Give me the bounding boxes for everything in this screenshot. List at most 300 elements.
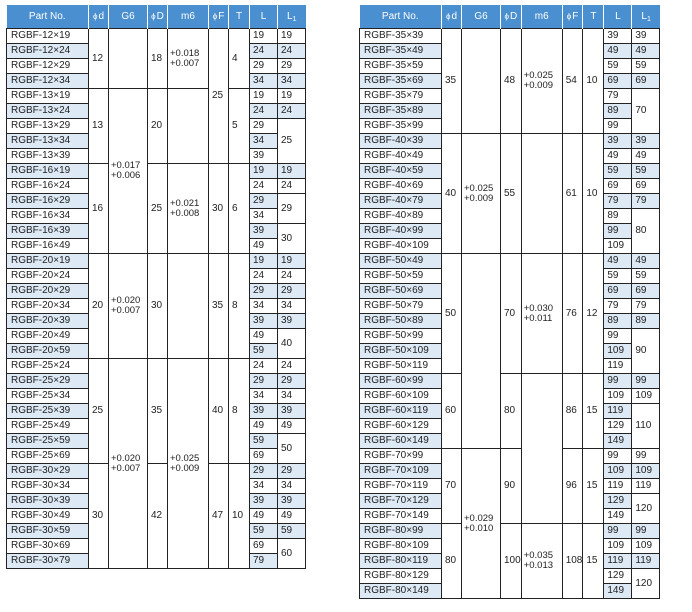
L-cell: 89 <box>604 314 632 329</box>
part-no-cell: RGBF-50×99 <box>360 329 442 344</box>
D-cell: 48 <box>501 29 522 134</box>
L1-cell: 49 <box>278 509 306 524</box>
table-row <box>360 29 660 44</box>
L1-cell: 59 <box>632 59 660 74</box>
L-cell: 29 <box>250 119 278 134</box>
table-row <box>360 374 660 389</box>
part-no-cell: RGBF-40×69 <box>360 179 442 194</box>
L-cell: 89 <box>604 209 632 224</box>
L-cell: 59 <box>250 434 278 449</box>
L-cell: 79 <box>604 194 632 209</box>
L-cell: 69 <box>604 74 632 89</box>
part-no-cell: RGBF-20×24 <box>7 269 89 284</box>
L-cell: 109 <box>604 344 632 359</box>
header-L1-subscript: 1 <box>292 15 297 23</box>
L-cell: 129 <box>604 569 632 584</box>
L1-cell: 30 <box>278 224 306 254</box>
header-D-label: D <box>156 11 164 22</box>
d-cell: 60 <box>442 374 462 449</box>
m6-tolerance-cell: +0.018 +0.007 <box>168 29 209 89</box>
table-row <box>360 449 660 464</box>
L-cell: 29 <box>250 194 278 209</box>
part-no-cell: RGBF-16×39 <box>7 224 89 239</box>
diameter-symbol: ϕ <box>212 12 218 21</box>
L-cell: 149 <box>604 509 632 524</box>
L-cell: 119 <box>604 554 632 569</box>
L-cell: 99 <box>604 329 632 344</box>
d-cell: 20 <box>89 254 109 359</box>
part-no-cell: RGBF-60×149 <box>360 434 442 449</box>
L1-cell: 34 <box>278 479 306 494</box>
part-no-cell: RGBF-16×19 <box>7 164 89 179</box>
d-cell: 25 <box>89 359 109 464</box>
L-cell: 129 <box>604 419 632 434</box>
part-no-cell: RGBF-25×29 <box>7 374 89 389</box>
part-no-cell: RGBF-30×39 <box>7 494 89 509</box>
part-no-cell: RGBF-70×109 <box>360 464 442 479</box>
m6-tolerance-cell: +0.025 +0.009 <box>168 359 209 569</box>
diameter-symbol: ϕ <box>566 12 572 21</box>
part-no-cell: RGBF-16×24 <box>7 179 89 194</box>
L-cell: 24 <box>250 359 278 374</box>
d-cell: 30 <box>89 464 109 569</box>
L-cell: 59 <box>604 164 632 179</box>
L-cell: 69 <box>604 284 632 299</box>
header-L: L <box>250 5 278 29</box>
part-no-cell: RGBF-40×99 <box>360 224 442 239</box>
L-cell: 79 <box>604 299 632 314</box>
L1-cell: 50 <box>278 434 306 464</box>
L1-cell: 34 <box>278 74 306 89</box>
T-cell: 10 <box>583 134 604 254</box>
L1-cell: 59 <box>278 524 306 539</box>
L1-cell: 69 <box>632 179 660 194</box>
part-no-cell: RGBF-16×29 <box>7 194 89 209</box>
table-row <box>7 359 306 374</box>
L1-cell: 69 <box>632 74 660 89</box>
T-cell: 8 <box>229 359 250 464</box>
part-no-cell: RGBF-60×129 <box>360 419 442 434</box>
part-no-cell: RGBF-12×34 <box>7 74 89 89</box>
L1-cell: 24 <box>278 269 306 284</box>
L1-cell: 120 <box>632 569 660 599</box>
part-no-cell: RGBF-12×24 <box>7 44 89 59</box>
L1-cell: 24 <box>278 179 306 194</box>
L1-cell: 119 <box>632 479 660 494</box>
header-d <box>442 5 462 29</box>
D-cell: 42 <box>148 464 168 569</box>
T-cell: 5 <box>229 89 250 164</box>
L-cell: 39 <box>250 494 278 509</box>
L-cell: 59 <box>604 59 632 74</box>
L-cell: 109 <box>604 389 632 404</box>
L1-cell: 90 <box>632 329 660 374</box>
header-part-no: Part No. <box>360 5 442 29</box>
D-cell: 25 <box>148 164 168 254</box>
table-row <box>7 164 306 179</box>
part-no-cell: RGBF-20×19 <box>7 254 89 269</box>
header-T: T <box>583 5 604 29</box>
part-no-cell: RGBF-12×29 <box>7 59 89 74</box>
L-cell: 99 <box>604 524 632 539</box>
header-T: T <box>229 5 250 29</box>
part-no-cell: RGBF-80×149 <box>360 584 442 599</box>
L1-cell: 19 <box>278 254 306 269</box>
d-cell: 13 <box>89 89 109 164</box>
L-cell: 39 <box>250 224 278 239</box>
L1-cell: 119 <box>632 554 660 569</box>
L1-cell: 109 <box>632 389 660 404</box>
part-no-cell: RGBF-70×129 <box>360 494 442 509</box>
g6-tolerance-cell: +0.020 +0.007 <box>109 359 148 569</box>
T-cell: 8 <box>229 254 250 359</box>
D-cell: 80 <box>501 374 522 449</box>
L-cell: 149 <box>604 584 632 599</box>
part-no-cell: RGBF-30×69 <box>7 539 89 554</box>
L1-cell: 99 <box>632 524 660 539</box>
L-cell: 24 <box>250 104 278 119</box>
part-no-cell: RGBF-70×119 <box>360 479 442 494</box>
header-L: L <box>604 5 632 29</box>
F-cell: 40 <box>209 359 229 464</box>
d-cell: 12 <box>89 29 109 89</box>
L1-cell: 99 <box>632 449 660 464</box>
part-no-cell: RGBF-40×59 <box>360 164 442 179</box>
L-cell: 34 <box>250 134 278 149</box>
L1-cell: 79 <box>632 299 660 314</box>
L-cell: 89 <box>604 104 632 119</box>
part-no-cell: RGBF-50×59 <box>360 269 442 284</box>
L1-cell: 34 <box>278 299 306 314</box>
part-no-cell: RGBF-13×19 <box>7 89 89 104</box>
T-cell: 15 <box>583 374 604 449</box>
part-no-cell: RGBF-40×89 <box>360 209 442 224</box>
part-no-cell: RGBF-13×39 <box>7 149 89 164</box>
m6-tolerance-cell: +0.021 +0.008 <box>168 164 209 254</box>
L-cell: 39 <box>250 404 278 419</box>
F-cell: 86 <box>562 374 583 449</box>
L1-cell: 49 <box>632 254 660 269</box>
L1-cell: 39 <box>278 404 306 419</box>
L-cell: 49 <box>604 254 632 269</box>
L1-cell: 29 <box>278 464 306 479</box>
g6-tolerance-cell: +0.017 +0.006 <box>109 89 148 254</box>
F-cell: 47 <box>209 464 229 569</box>
m6-tolerance-cell <box>168 89 209 164</box>
L-cell: 34 <box>250 479 278 494</box>
table-header-row <box>360 5 660 29</box>
m6-tolerance-cell <box>168 254 209 359</box>
T-cell: 6 <box>229 164 250 254</box>
d-cell: 16 <box>89 164 109 254</box>
header-part-no: Part No. <box>7 5 89 29</box>
L-cell: 119 <box>604 359 632 374</box>
L1-cell: 19 <box>278 89 306 104</box>
table-body <box>7 29 306 569</box>
part-no-cell: RGBF-25×59 <box>7 434 89 449</box>
diameter-symbol: ϕ <box>92 12 98 21</box>
L1-cell: 89 <box>632 314 660 329</box>
part-no-cell: RGBF-30×79 <box>7 554 89 569</box>
g6-tolerance-cell <box>462 254 501 449</box>
part-no-cell: RGBF-35×89 <box>360 104 442 119</box>
part-no-cell: RGBF-80×119 <box>360 554 442 569</box>
header-F-label: F <box>218 11 225 22</box>
D-cell: 18 <box>148 29 168 89</box>
header-F-label: F <box>572 11 579 22</box>
part-no-cell: RGBF-40×39 <box>360 134 442 149</box>
L1-cell: 25 <box>278 119 306 164</box>
part-no-cell: RGBF-16×49 <box>7 239 89 254</box>
header-d-label: d <box>451 11 458 22</box>
L1-cell: 40 <box>278 329 306 359</box>
L-cell: 34 <box>250 209 278 224</box>
L1-cell: 59 <box>632 164 660 179</box>
part-no-cell: RGBF-20×39 <box>7 314 89 329</box>
L-cell: 29 <box>250 464 278 479</box>
T-cell: 10 <box>583 29 604 134</box>
part-no-cell: RGBF-50×49 <box>360 254 442 269</box>
part-no-cell: RGBF-80×109 <box>360 539 442 554</box>
part-no-cell: RGBF-13×24 <box>7 104 89 119</box>
L-cell: 99 <box>604 119 632 134</box>
L-cell: 109 <box>604 539 632 554</box>
part-no-cell: RGBF-40×109 <box>360 239 442 254</box>
L1-cell: 120 <box>632 494 660 524</box>
header-L1-subscript: 1 <box>646 15 651 23</box>
F-cell: 30 <box>209 164 229 254</box>
L1-cell: 70 <box>632 89 660 134</box>
L-cell: 39 <box>604 29 632 44</box>
table-row <box>360 524 660 539</box>
part-no-cell: RGBF-35×39 <box>360 29 442 44</box>
part-no-cell: RGBF-35×59 <box>360 59 442 74</box>
header-d <box>89 5 109 29</box>
L-cell: 99 <box>604 449 632 464</box>
m6-tolerance-cell: +0.035 +0.013 <box>521 524 562 599</box>
L-cell: 109 <box>604 239 632 254</box>
header-D <box>501 5 522 29</box>
diameter-symbol: ϕ <box>504 12 509 21</box>
header-D <box>148 5 168 29</box>
L-cell: 29 <box>250 59 278 74</box>
L-cell: 24 <box>250 44 278 59</box>
L1-cell: 49 <box>278 419 306 434</box>
part-no-cell: RGBF-70×149 <box>360 509 442 524</box>
L1-cell: 29 <box>278 284 306 299</box>
part-no-cell: RGBF-50×69 <box>360 284 442 299</box>
header-m6: m6 <box>168 5 209 29</box>
F-cell: 35 <box>209 254 229 359</box>
d-cell: 70 <box>442 449 462 524</box>
header-L1-label: L <box>287 10 293 22</box>
L1-cell: 29 <box>278 194 306 224</box>
part-no-cell: RGBF-80×129 <box>360 569 442 584</box>
part-no-cell: RGBF-35×69 <box>360 74 442 89</box>
L1-cell: 109 <box>632 539 660 554</box>
dimension-table-left <box>6 5 306 569</box>
table-body <box>360 29 660 599</box>
d-cell: 80 <box>442 524 462 599</box>
L-cell: 49 <box>604 149 632 164</box>
L-cell: 29 <box>250 374 278 389</box>
L-cell: 19 <box>250 254 278 269</box>
part-no-cell: RGBF-60×119 <box>360 404 442 419</box>
L-cell: 34 <box>250 389 278 404</box>
L1-cell: 109 <box>632 464 660 479</box>
L1-cell: 69 <box>632 284 660 299</box>
part-no-cell: RGBF-25×69 <box>7 449 89 464</box>
diameter-symbol: ϕ <box>151 12 156 21</box>
part-no-cell: RGBF-12×19 <box>7 29 89 44</box>
F-cell: 54 <box>562 29 583 134</box>
part-no-cell: RGBF-50×119 <box>360 359 442 374</box>
L-cell: 59 <box>250 524 278 539</box>
L1-cell: 29 <box>278 374 306 389</box>
L1-cell: 59 <box>632 269 660 284</box>
L-cell: 69 <box>250 449 278 464</box>
table-row <box>360 134 660 149</box>
L1-cell: 34 <box>278 389 306 404</box>
L1-cell: 60 <box>278 539 306 569</box>
F-cell: 76 <box>562 254 583 374</box>
part-no-cell: RGBF-30×49 <box>7 509 89 524</box>
L-cell: 79 <box>250 554 278 569</box>
L-cell: 39 <box>604 134 632 149</box>
g6-tolerance-cell <box>462 29 501 134</box>
m6-tolerance-cell <box>521 374 562 524</box>
table-row <box>7 89 306 104</box>
part-no-cell: RGBF-40×79 <box>360 194 442 209</box>
T-cell: 10 <box>229 464 250 569</box>
L1-cell: 79 <box>632 194 660 209</box>
header-m6: m6 <box>521 5 562 29</box>
L-cell: 119 <box>604 404 632 419</box>
g6-tolerance-cell: +0.025 +0.009 <box>462 134 501 254</box>
part-no-cell: RGBF-13×29 <box>7 119 89 134</box>
T-cell: 15 <box>583 524 604 599</box>
L1-cell: 39 <box>278 494 306 509</box>
part-no-cell: RGBF-70×99 <box>360 449 442 464</box>
L1-cell: 49 <box>632 149 660 164</box>
part-no-cell: RGBF-20×49 <box>7 329 89 344</box>
d-cell: 35 <box>442 29 462 134</box>
L-cell: 49 <box>250 329 278 344</box>
part-no-cell: RGBF-40×49 <box>360 149 442 164</box>
L-cell: 129 <box>604 494 632 509</box>
part-no-cell: RGBF-13×34 <box>7 134 89 149</box>
L-cell: 59 <box>250 344 278 359</box>
T-cell: 12 <box>583 254 604 374</box>
T-cell: 15 <box>583 449 604 524</box>
L1-cell: 19 <box>278 164 306 179</box>
L1-cell: 80 <box>632 209 660 254</box>
L-cell: 109 <box>604 464 632 479</box>
L-cell: 19 <box>250 29 278 44</box>
part-no-cell: RGBF-50×109 <box>360 344 442 359</box>
part-no-cell: RGBF-50×89 <box>360 314 442 329</box>
L1-cell: 29 <box>278 59 306 74</box>
L-cell: 49 <box>250 239 278 254</box>
part-no-cell: RGBF-50×79 <box>360 299 442 314</box>
L-cell: 59 <box>604 269 632 284</box>
table-row <box>360 254 660 269</box>
D-cell: 55 <box>501 134 522 254</box>
header-L1 <box>632 5 660 29</box>
L-cell: 69 <box>250 539 278 554</box>
m6-tolerance-cell: +0.030 +0.011 <box>521 254 562 374</box>
table-row <box>7 29 306 44</box>
L1-cell: 110 <box>632 404 660 449</box>
d-cell: 40 <box>442 134 462 254</box>
g6-tolerance-cell <box>109 29 148 89</box>
part-no-cell: RGBF-20×59 <box>7 344 89 359</box>
D-cell: 35 <box>148 359 168 464</box>
header-g6: G6 <box>109 5 148 29</box>
L-cell: 149 <box>604 434 632 449</box>
part-no-cell: RGBF-16×34 <box>7 209 89 224</box>
d-cell: 50 <box>442 254 462 374</box>
part-no-cell: RGBF-25×39 <box>7 404 89 419</box>
part-no-cell: RGBF-30×34 <box>7 479 89 494</box>
L-cell: 34 <box>250 74 278 89</box>
part-no-cell: RGBF-25×49 <box>7 419 89 434</box>
header-L1-label: L <box>641 10 647 22</box>
T-cell: 4 <box>229 29 250 89</box>
L1-cell: 24 <box>278 44 306 59</box>
part-no-cell: RGBF-60×109 <box>360 389 442 404</box>
part-no-cell: RGBF-80×99 <box>360 524 442 539</box>
header-L1 <box>278 5 306 29</box>
header-F <box>562 5 583 29</box>
L-cell: 34 <box>250 299 278 314</box>
L-cell: 24 <box>250 179 278 194</box>
table-header-row <box>7 5 306 29</box>
table-row <box>7 254 306 269</box>
part-no-cell: RGBF-20×34 <box>7 299 89 314</box>
F-cell: 25 <box>209 29 229 164</box>
L-cell: 69 <box>604 179 632 194</box>
part-no-cell: RGBF-25×34 <box>7 389 89 404</box>
header-d-label: d <box>98 11 105 22</box>
L1-cell: 39 <box>278 314 306 329</box>
diameter-symbol: ϕ <box>445 12 451 21</box>
L1-cell: 49 <box>632 44 660 59</box>
L-cell: 19 <box>250 89 278 104</box>
part-no-cell: RGBF-30×59 <box>7 524 89 539</box>
m6-tolerance-cell: +0.025 +0.009 <box>521 29 562 134</box>
D-cell: 30 <box>148 254 168 359</box>
F-cell: 96 <box>562 449 583 524</box>
table-row <box>7 464 306 479</box>
L-cell: 49 <box>604 44 632 59</box>
part-no-cell: RGBF-25×24 <box>7 359 89 374</box>
L-cell: 119 <box>604 479 632 494</box>
L-cell: 49 <box>250 509 278 524</box>
L-cell: 39 <box>250 314 278 329</box>
m6-tolerance-cell <box>521 134 562 254</box>
header-g6: G6 <box>462 5 501 29</box>
L1-cell: 19 <box>278 29 306 44</box>
F-cell: 61 <box>562 134 583 254</box>
L-cell: 99 <box>604 224 632 239</box>
F-cell: 108 <box>562 524 583 599</box>
L-cell: 49 <box>250 419 278 434</box>
L-cell: 29 <box>250 284 278 299</box>
part-no-cell: RGBF-35×49 <box>360 44 442 59</box>
header-D-label: D <box>509 11 518 22</box>
L-cell: 79 <box>604 89 632 104</box>
